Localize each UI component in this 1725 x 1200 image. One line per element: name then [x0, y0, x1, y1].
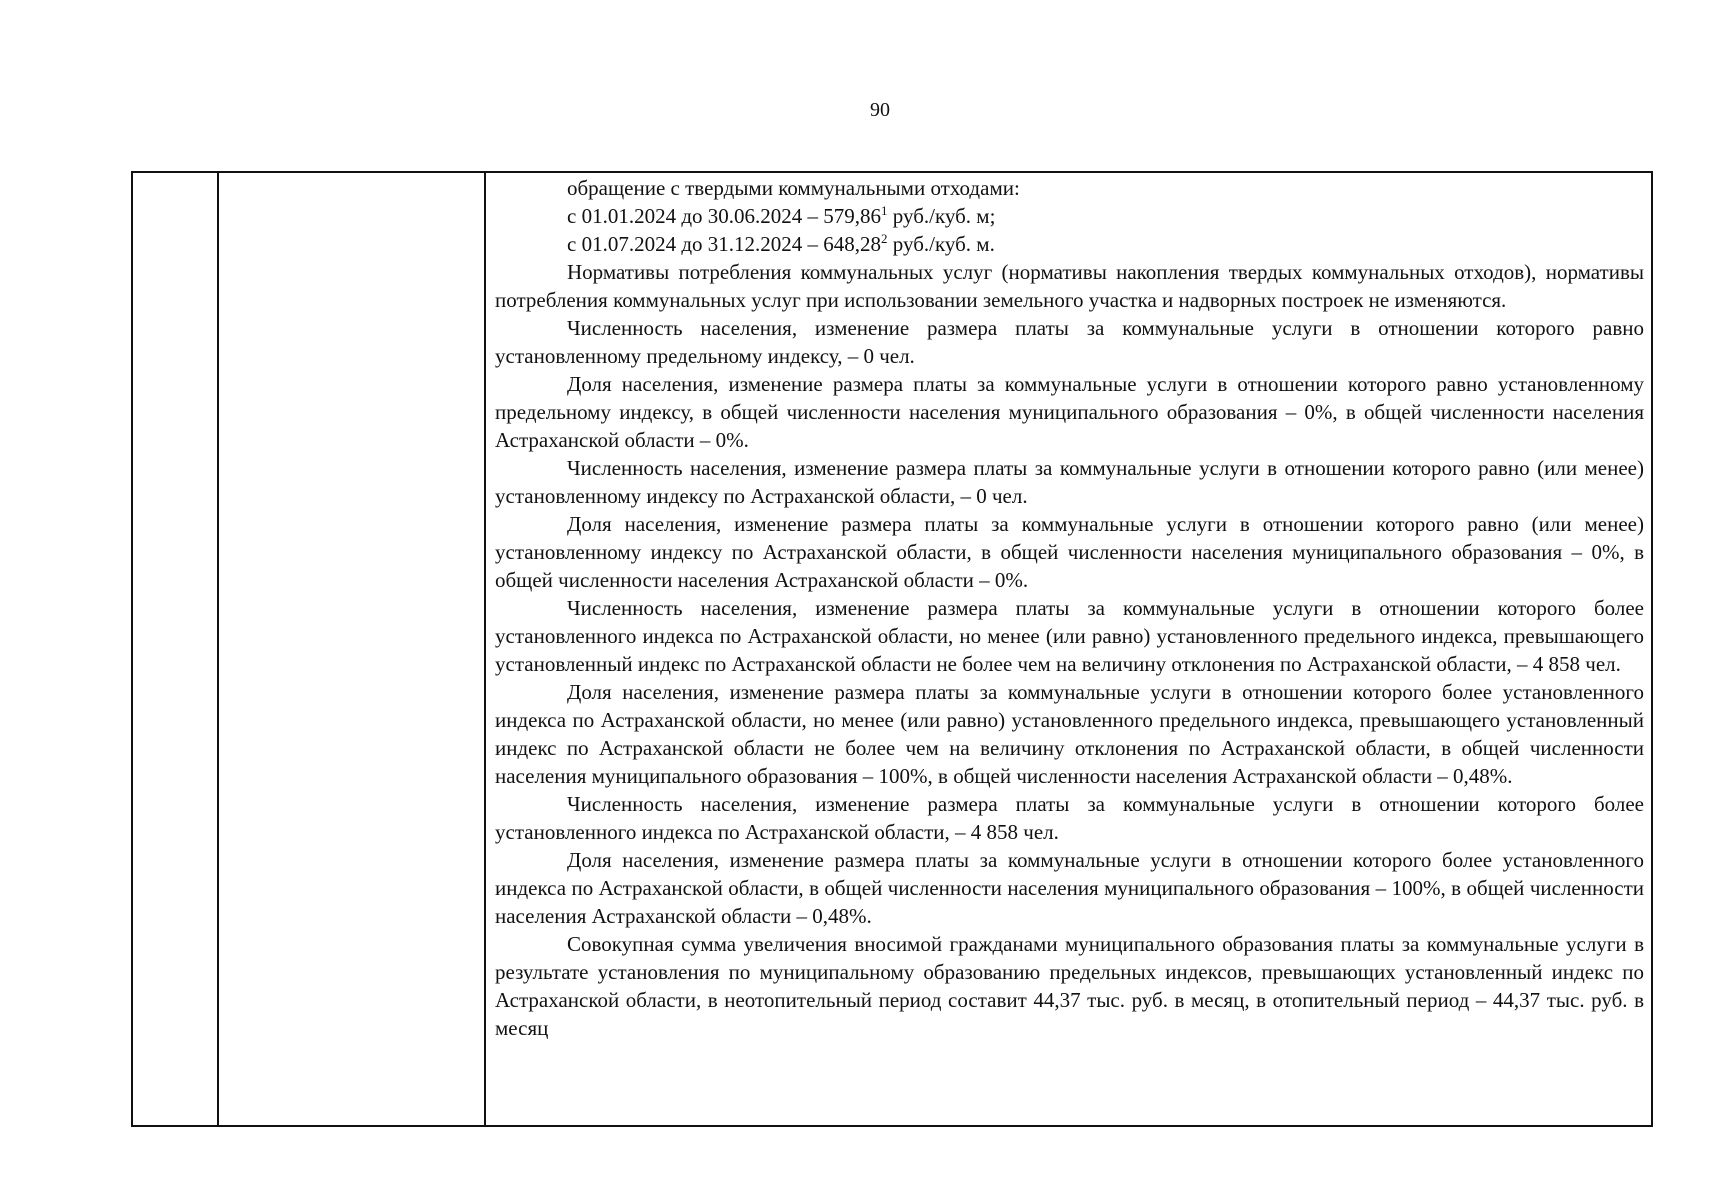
- paragraph-share-above-regional: Доля населения, изменение размера платы за коммунальные услуги в отношении которого более установленного индекса по Астраханской области, в общей численности населения муниципального образования – 100%, в общей численности населения Астраханской области – 0,48%.: [495, 848, 1644, 928]
- paragraph-count-above-regional-within-deviation: Численность населения, изменение размера платы за коммунальные услуги в отношении которого более установленного индекса по Астраханской области, но менее (или равно) установленного предельного индекса, превышающего установленный индекс по Астраханской области не более чем на величину отклонения по Астраханской области, – 4 858 чел.: [495, 596, 1644, 676]
- table-cell-name: [219, 173, 486, 1125]
- footnote-1: 1: [881, 203, 888, 218]
- paragraph-count-equal-limit: Численность населения, изменение размера платы за коммунальные услуги в отношении которого равно установленному предельному индексу, – 0 чел.: [495, 316, 1644, 368]
- tariff-1-unit: руб./куб. м;: [887, 204, 996, 228]
- table-cell-content: [486, 173, 1651, 1125]
- paragraph-count-above-regional: Численность населения, изменение размера платы за коммунальные услуги в отношении которого более установленного индекса по Астраханской области, – 4 858 чел.: [495, 792, 1644, 844]
- tariff-line-1: [495, 202, 1644, 230]
- document-table: [131, 171, 1653, 1127]
- tariff-2-unit: руб./куб. м.: [887, 232, 995, 256]
- tko-heading: обращение с твердыми коммунальными отходами:: [567, 176, 1020, 200]
- footnote-2: 2: [881, 231, 888, 246]
- paragraph-share-equal-limit: Доля населения, изменение размера платы за коммунальные услуги в отношении которого равно установленному предельному индексу, в общей численности населения муниципального образования – 0%, в общей численности населения Астраханской области – 0%.: [495, 372, 1644, 452]
- paragraph-total-increase: Совокупная сумма увеличения вносимой гражданами муниципального образования платы за коммунальные услуги в результате установления по муниципальному образованию предельных индексов, превышающих установленный индекс по Астраханской области, в неотопительный период составит 44,37 тыс. руб. в месяц, в отопительный период – 44,37 тыс. руб. в месяц: [495, 932, 1644, 1040]
- tariff-2-text: с 01.07.2024 до 31.12.2024 – 648,28: [567, 232, 882, 256]
- tariff-1-text: с 01.01.2024 до 30.06.2024 – 579,86: [567, 204, 882, 228]
- tariff-line-2: [495, 230, 1644, 258]
- paragraph-share-equal-regional: Доля населения, изменение размера платы за коммунальные услуги в отношении которого равно (или менее) установленному индексу по Астраханской области, в общей численности населения муниципального образования – 0%, в общей численности населения Астраханской области – 0%.: [495, 512, 1644, 592]
- paragraph-share-above-regional-within-deviation: Доля населения, изменение размера платы за коммунальные услуги в отношении которого более установленного индекса по Астраханской области, но менее (или равно) установленного предельного индекса, превышающего установленный индекс по Астраханской области не более чем на величину отклонения по Астраханской области, в общей численности населения муниципального образования – 100%, в общей численности населения Астраханской области – 0,48%.: [495, 680, 1644, 788]
- paragraph-count-equal-regional: Численность населения, изменение размера платы за коммунальные услуги в отношении которого равно (или менее) установленному индексу по Астраханской области, – 0 чел.: [495, 456, 1644, 508]
- page-number: 90: [870, 99, 890, 121]
- table-cell-number: [133, 173, 219, 1125]
- paragraph-norms: Нормативы потребления коммунальных услуг (нормативы накопления твердых коммунальных отходов), нормативы потребления коммунальных услуг при использовании земельного участка и надворных построек не изменяются.: [495, 260, 1644, 312]
